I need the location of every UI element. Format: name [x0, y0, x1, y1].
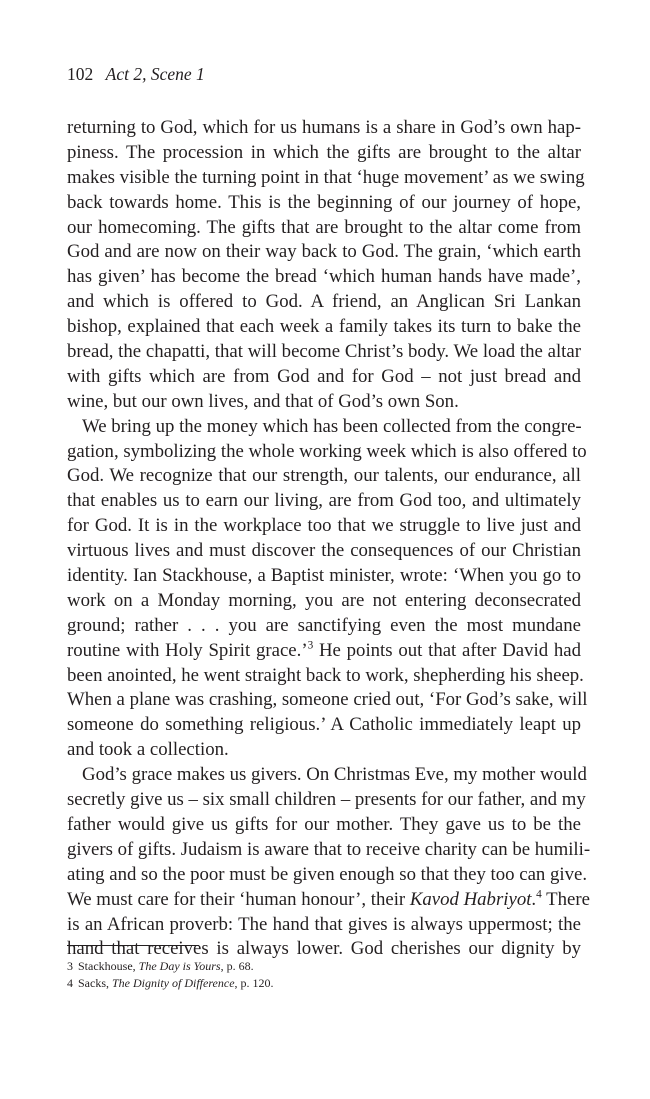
text-line: wine, but our own lives, and that of God’s own Son. [67, 390, 459, 412]
text-line: been anointed, he went straight back to work, shepherding his sheep. [67, 664, 584, 686]
text-line: someone do something religious.’ A Catholic immediately leapt up [67, 714, 581, 736]
text-line: bread, the chapatti, that will become Christ’s body. We load the altar [67, 341, 581, 363]
text-line: We bring up the money which has been collected from the congre- [82, 415, 582, 437]
text-line: routine with Holy Spirit grace.’$^3$ He points out that after David had [67, 639, 581, 661]
running-head-title: Act 2, Scene 1 [105, 64, 205, 84]
text-line: and took a collection. [67, 739, 229, 761]
text-line: ating and so the poor must be given enough so that they too can give. [67, 863, 588, 885]
text-line: piness. The procession in which the gifts are brought to the altar [67, 141, 581, 163]
body-text [67, 116, 591, 962]
page-number: 102 [67, 64, 94, 84]
text-line: God and are now on their way back to God. The grain, ‘which earth [67, 241, 581, 263]
footnote-rule [67, 945, 199, 946]
text-line: hand that receives is always lower. God cherishes our dignity by [67, 938, 581, 960]
text-line: identity. Ian Stackhouse, a Baptist minister, wrote: ‘When you go to [67, 565, 581, 587]
footnote-text: Stackhouse, The Day is Yours, p. 68. [78, 959, 254, 973]
text-line: for God. It is in the workplace too that we struggle to live just and [67, 515, 581, 537]
text-line: our homecoming. The gifts that are brought to the altar come from [67, 216, 581, 238]
text-line: that enables us to earn our living, are from God too, and ultimately [67, 490, 581, 512]
text-line: bishop, explained that each week a family takes its turn to bake the [67, 316, 581, 338]
text-line: secretly give us – six small children – presents for our father, and my [67, 789, 586, 811]
text-line: gation, symbolizing the whole working week which is also offered to [67, 440, 587, 462]
text-line: God’s grace makes us givers. On Christmas Eve, my mother would [82, 764, 587, 786]
footnotes [67, 958, 274, 992]
text-line: ground; rather . . . you are sanctifying even the most mundane [67, 614, 581, 636]
text-line: and which is offered to God. A friend, an Anglican Sri Lankan [67, 291, 581, 313]
running-head [67, 62, 205, 86]
text-line: virtuous lives and must discover the consequences of our Christian [67, 540, 581, 562]
text-line: work on a Monday morning, you are not entering deconsecrated [67, 589, 581, 611]
text-line: makes visible the turning point in that ‘huge movement’ as we swing [67, 166, 585, 188]
footnote-number: 3 [67, 959, 73, 973]
text-line: returning to God, which for us humans is a share in God’s own hap- [67, 117, 581, 138]
text-line: is an African proverb: The hand that gives is always uppermost; the [67, 913, 581, 935]
text-line: When a plane was crashing, someone cried out, ‘For God’s sake, will [67, 689, 588, 711]
text-line: back towards home. This is the beginning of our journey of hope, [67, 191, 581, 213]
text-line: with gifts which are from God and for God – not just bread and [67, 365, 581, 387]
text-line: has given’ has become the bread ‘which human hands have made’, [67, 266, 581, 288]
footnote-text: Sacks, The Dignity of Difference, p. 120. [78, 976, 274, 990]
footnote [67, 975, 274, 992]
text-line: We must care for their ‘human honour’, their Kavod Habriyot.$^4$ There [67, 888, 590, 910]
text-line: givers of gifts. Judaism is aware that to receive charity can be humili- [67, 838, 591, 860]
text-line: father would give us gifts for our mother. They gave us to be the [67, 813, 581, 835]
footnote-number: 4 [67, 976, 73, 990]
text-line: God. We recognize that our strength, our talents, our endurance, all [67, 465, 581, 487]
footnote [67, 958, 274, 975]
